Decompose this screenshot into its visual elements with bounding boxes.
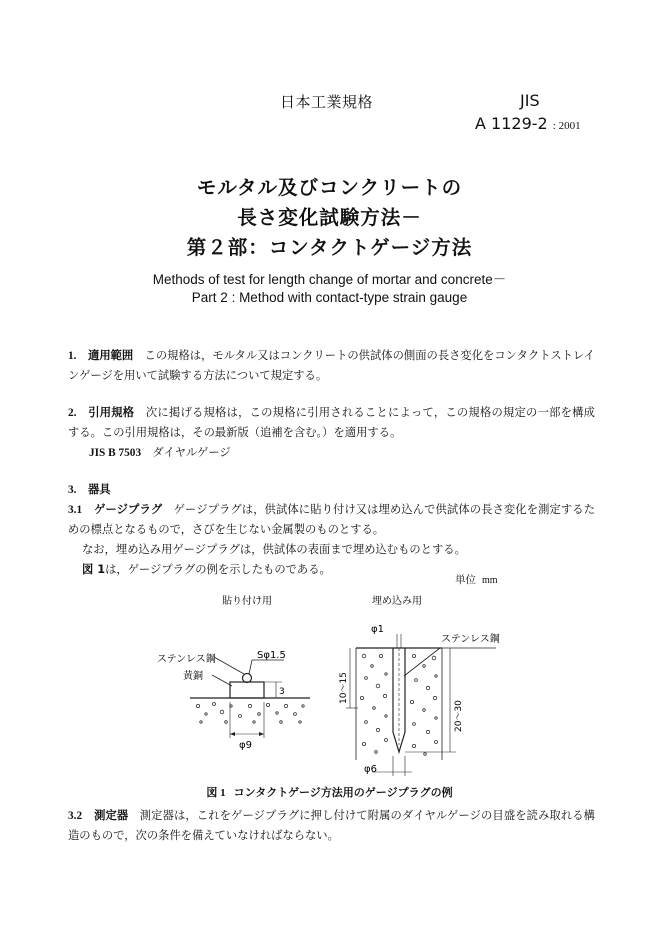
section-1-number: 1.: [68, 350, 77, 362]
title-line-2: 長さ変化試験方法－: [237, 206, 422, 229]
section-3-2-heading: 測定器: [94, 809, 129, 822]
left-figure-label: 貼り付け用: [222, 596, 272, 607]
title-line-1: モルタル及びコンクリートの: [196, 176, 463, 199]
section-1-heading: 適用範囲: [88, 349, 134, 362]
brass-label: 黄銅: [183, 671, 203, 682]
standard-code: A 1129-2: [475, 114, 548, 133]
right-stainless-label: ステンレス鋼: [441, 634, 500, 645]
reference-code: JIS B 7503: [89, 447, 142, 459]
english-title-line-2: Part 2 : Method with contact-type strain gauge: [191, 290, 468, 305]
gauge-plug-figure: [0, 590, 659, 785]
embed-depth-right-label: 20～30: [454, 700, 464, 732]
figure-ref-text: は，ゲージプラグの例を示したものである。: [105, 563, 331, 576]
section-3-2: [68, 806, 595, 846]
section-3-number: 3.: [68, 484, 77, 496]
unit-word: 単位: [455, 574, 476, 586]
figure-caption: [0, 784, 659, 800]
section-3-1-number: 3.1: [68, 504, 83, 516]
section-1: [68, 346, 595, 386]
bottom-diameter-label: φ6: [364, 764, 377, 775]
standard-name: 日本工業規格: [280, 93, 374, 111]
standard-number: [475, 114, 581, 133]
jis-label: JIS: [520, 91, 540, 110]
figure-number: 図 1: [206, 787, 226, 799]
section-3: [68, 480, 595, 580]
ball-diameter-label: Sφ1.5: [257, 650, 286, 661]
section-2-number: 2.: [68, 407, 77, 419]
top-diameter-label: φ1: [371, 624, 384, 635]
surface-plug-diagram: [190, 657, 310, 738]
section-3-1-note: なお，埋め込み用ゲージプラグは，供試体の表面まで埋め込むものとする。: [82, 543, 466, 556]
section-3-1-heading: ゲージプラグ: [94, 503, 163, 516]
embed-depth-left-label: 10～15: [339, 672, 349, 704]
unit-label: [455, 572, 498, 587]
figure-ref: 図 1: [82, 563, 106, 576]
steel-ball: [243, 674, 252, 683]
section-3-2-number: 3.2: [68, 810, 83, 822]
section-3-1-text: ゲージプラグは，供試体に貼り付け又は埋め込んで供試体の長さ変化を測定するための標点となるもので，さびを生じない金属製のものとする。: [68, 503, 595, 536]
section-3-2-text: 測定器は，これをゲージプラグに押し付けて附属のダイヤルゲージの目盛を読み取れる構造のもので，次の条件を備えていなければならない。: [68, 809, 595, 842]
section-2-heading: 引用規格: [88, 406, 135, 419]
base-height-label: 3: [279, 687, 285, 697]
title-line-3: 第２部：コンタクトゲージ方法: [186, 236, 473, 259]
section-2: [68, 403, 595, 463]
embedded-plug-diagram: [346, 634, 496, 776]
standard-year: : 2001: [552, 120, 581, 132]
figure-caption-text: コンタクトゲージ方法用のゲージプラグの例: [233, 786, 453, 799]
brass-base: [230, 682, 264, 698]
left-stainless-label: ステンレス鋼: [157, 654, 216, 665]
base-diameter-label: φ9: [239, 740, 252, 751]
section-2-text: 次に掲げる規格は，この規格に引用されることによって，この規格の規定の一部を構成する。この引用規格は，その最新版（追補を含む。）を適用する。: [68, 406, 595, 439]
reference-name: ダイヤルゲージ: [152, 446, 231, 459]
section-1-text: この規格は，モルタル又はコンクリートの供試体の側面の長さ変化をコンタクトストレインゲージを用いて試験する方法について規定する。: [68, 349, 595, 382]
section-3-heading: 器具: [88, 483, 111, 496]
unit-value: mm: [482, 575, 498, 586]
english-title-line-1: Methods of test for length change of mortar and concrete－: [152, 272, 507, 287]
right-figure-label: 埋め込み用: [372, 596, 422, 607]
